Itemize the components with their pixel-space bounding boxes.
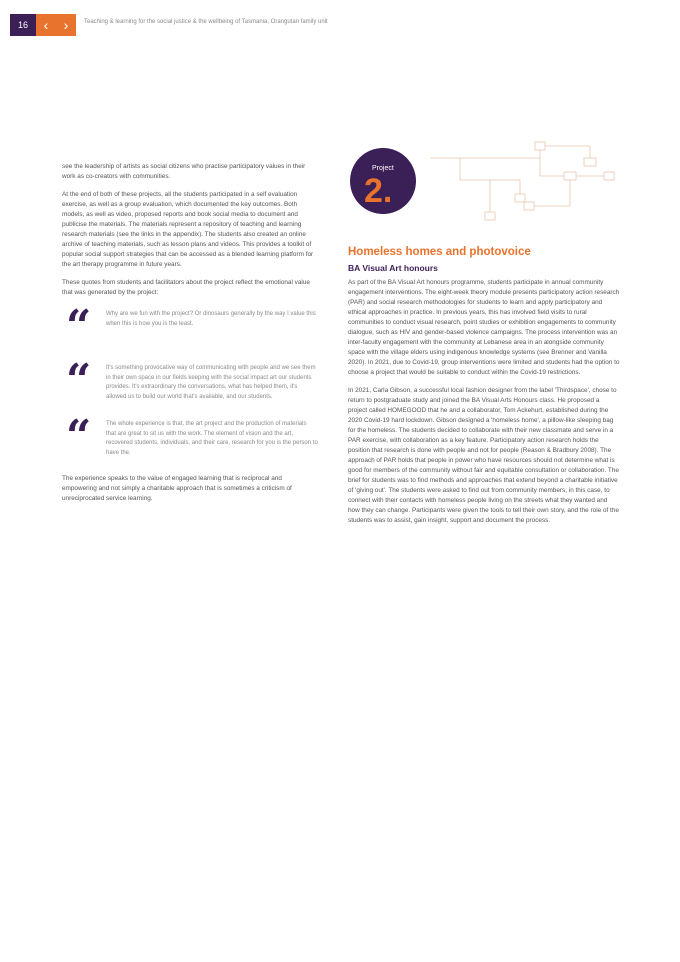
quote-mark-icon: “ (66, 411, 92, 462)
right-para-2: In 2021, Carla Gibson, a successful local fashion designer from the label 'Thirdspace', chose to return to postgraduate study and joined the BA Visual Arts Honours class. He proposed a project called HOMEGOOD that he and a collaborator, Tom Ackehurt, established during the 2020 Covid-19 hard lockdown. Gibson designed a 'homeless home', a pillow-like sleeping bag for the homeless. The students decided to collaborate with their new classmate and serve in a PAR exercise, with collaboration as a key feature. Participatory action research holds the position that research is done with people and not for people (Reason & Bradbury 2008). The approach of PAR holds that people in power who have resources should not determine what is good for members of the community without fair and equitable consultation or collaboration. The brief for students was to find methods and approaches that extend beyond a charitable initiative of 'giving out'. The students were asked to find out from community members, in this case, to connect with their contacts with homeless people living on the streets what they wanted and how they can change. Participants were given the tools to tell their own story, and the role of the students was to assist, gain insight, support and document the process. (348, 387, 619, 524)
chevron-left-icon[interactable]: ‹ (43, 17, 49, 33)
left-para-2: At the end of both of these projects, all the students participated in a self evaluation exercise, as well as a group evaluation, which documented the key outcomes. Both models, as well as video, proposed reports and book social media to document and publicise the materials. The materials represent a repository of teaching and learning research materials (see the links in the appendix). The students also created an online archive of teaching materials, such as lesson plans and videos. This provides a toolkit of popular social support strategies that can be accessed as a blended learning platform for the art therapy programme in future years. (62, 191, 314, 268)
page-nav (36, 14, 76, 36)
section-subtitle: BA Visual Art honours (348, 263, 438, 273)
left-para-4: The experience speaks to the value of engaged learning that is reciprocal and empowering and not simply a charitable approach that is sometimes a criticism of unreciprocated service learning. (62, 475, 292, 502)
quote-text: It's something provocative way of communicating with people and we see them in their own space in our fields keeping with the social impact art our students provides. It's extraordinary the conversations, what has helped them, it's allowed us to build our world that's available, and our students. (106, 365, 316, 400)
left-para-3: These quotes from students and facilitators about the project reflect the emotional value that was generated by the project: (62, 279, 310, 296)
running-head: Teaching & learning for the social justice & the wellbeing of Tasmania, Orangutan family unit (84, 19, 328, 25)
right-para-1: As part of the BA Visual Art honours programme, students participate in annual community engagement interventions. The eight-week theory module presents participatory action research (PAR) and social research methodologies for students to learn and apply participatory and ethical approaches in practice. In previous years, this has involved field visits to rural communities to conduct visual research, point studies or exhibition engagements to community dialogue, such as HIV and gender-based violence campaigns. The process intervention was an inter-faculty engagement with the community at Lebanese area in an alongside community space with the village elders using indigenous knowledge systems (see Brenner and Vanilla 2020). In 2021, due to Covid-19, group interventions were limited and students had the option to choose a project that would be suitable to conduct within the Covid-19 restrictions. (348, 279, 620, 376)
quote-2 (66, 355, 318, 406)
section-title: Homeless homes and photovoice (348, 246, 531, 258)
left-column (62, 162, 318, 512)
quote-1 (66, 301, 318, 352)
top-bar (0, 0, 680, 48)
page-number: 16 (10, 14, 36, 36)
project-number: 2. (364, 172, 393, 210)
quote-mark-icon: “ (66, 355, 92, 406)
connector-diagram (420, 136, 620, 236)
chevron-right-icon[interactable]: › (63, 17, 69, 33)
quote-mark-icon: “ (66, 301, 92, 352)
quote-text: The whole experience is that, the art project and the production of materials that are great to sit us with the work. The element of vision and the art, recovered students, individuals, and their care, research for you is the person to have the. (106, 421, 318, 456)
project-label: Project (372, 165, 394, 172)
quote-text: Why are we fun with the project? Or dinosaurs generally by the way I value this when this is how you is the least. (106, 311, 316, 327)
quote-3 (66, 411, 318, 462)
right-column (348, 246, 620, 534)
left-para-1: see the leadership of artists as social citizens who practise participatory values in their work as co-creators with communities. (62, 163, 306, 180)
